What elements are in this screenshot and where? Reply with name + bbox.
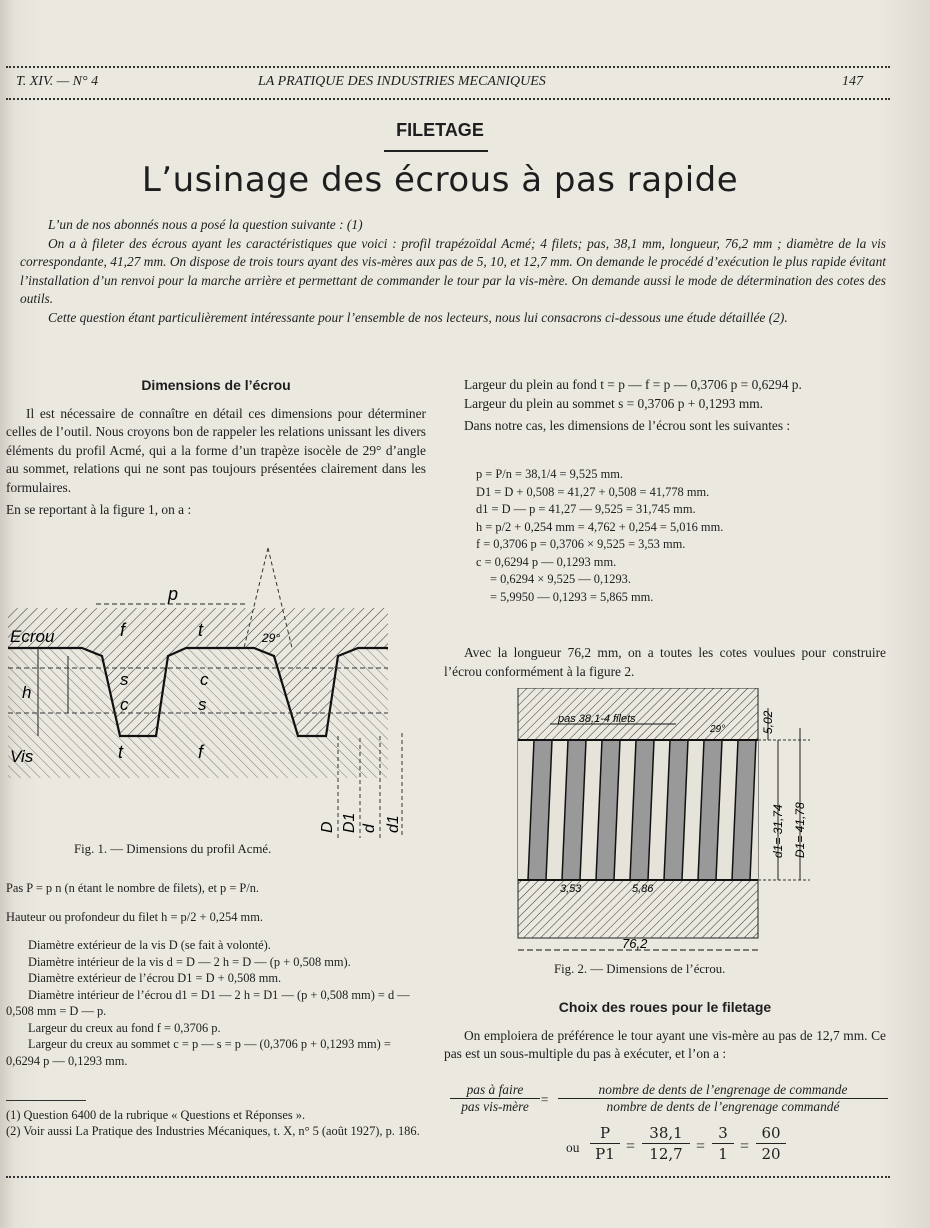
article-title: L’usinage des écrous à pas rapide — [141, 160, 739, 200]
ratio-right — [558, 1082, 888, 1115]
formulas-block — [6, 880, 426, 1069]
left-column — [6, 376, 426, 520]
calc-c: c = 0,6294 p — 0,1293 mm. — [476, 554, 617, 569]
frac-teeth — [756, 1124, 786, 1163]
ratio-right-den: nombre de dents de l’engrenage commandé — [558, 1098, 888, 1115]
fig2-pas-label: pas 38,1-4 filets — [558, 713, 636, 725]
frac-simple — [712, 1124, 734, 1163]
footnote-1: (1) Question 6400 de la rubrique « Questions et Réponses ». — [6, 1108, 306, 1122]
footnotes — [6, 1108, 426, 1139]
formula-c: Largeur du creux au sommet c = p — s = p — (0,3706 p + 0,1293 mm) = 0,6294 p — 0,1293 mm. — [6, 1037, 391, 1068]
length-paragraph: Avec la longueur 76,2 mm, on a toutes les cotes voulues pour construire l’écrou conformément à la figure 2. — [444, 645, 886, 679]
calc-D1: D1 = D + 0,508 = 41,27 + 0,508 = 41,778 mm. — [476, 484, 710, 499]
section-rule — [384, 150, 488, 152]
header-dotted-rule-top — [6, 66, 890, 69]
our-case: Dans notre cas, les dimensions de l’écrou sont les suivantes : — [464, 418, 791, 433]
frac-P — [590, 1124, 620, 1163]
intro-study-note: Cette question étant particulièrement intéressante pour l’ensemble de nos lecteurs, nous lui consacrons ci-dessous une étude détaillée (2). — [48, 309, 788, 325]
frac-P-den: P1 — [595, 1145, 615, 1163]
ratio-equals: = — [540, 1092, 550, 1107]
label-s-bottom: s — [198, 695, 207, 714]
formula-f: Largeur du creux au fond f = 0,3706 p. — [28, 1020, 221, 1035]
label-h: h — [22, 683, 32, 702]
dimensions-paragraph: Il est nécessaire de connaître en détail ces dimensions pour déterminer celles de l’outil. Nous croyons bon de rappeler les relations unissant les divers éléments du profil Acmé, qui a la forme d’un trapèze isocèle de 29° d’angle au sommet, relations qui ne sont pas toujours présentées clairement dans les formulaires. — [6, 405, 426, 495]
formula-D1: Diamètre extérieur de l’écrou D1 = D + 0,508 mm. — [28, 971, 282, 985]
calc-block — [476, 466, 886, 606]
heading-dimensions: Dimensions de l’écrou — [141, 377, 291, 393]
figure-1-caption: Fig. 1. — Dimensions du profil Acmé. — [74, 842, 272, 856]
calc-c-3: = 5,9950 — 0,1293 = 5,865 mm. — [490, 589, 654, 604]
footnote-2: (2) Voir aussi La Pratique des Industries Mécaniques, t. X, n° 5 (août 1927), p. 186. — [6, 1123, 420, 1138]
calc-d1: d1 = D — p = 41,27 — 9,525 = 31,745 mm. — [476, 502, 696, 516]
figure-2-caption: Fig. 2. — Dimensions de l’écrou. — [554, 962, 726, 976]
footnote-rule — [6, 1100, 86, 1101]
header-page-number: 147 — [842, 74, 863, 89]
right-column — [444, 376, 886, 436]
frac-values-num: 38,1 — [649, 1124, 683, 1142]
figure-reference: En se reportant à la figure 1, on a : — [6, 502, 192, 517]
label-vis: Vis — [10, 747, 34, 766]
header-dotted-rule-bottom — [6, 98, 890, 101]
calc-c-2: = 0,6294 × 9,525 — 0,1293. — [490, 572, 631, 586]
calc-p: p = P/n = 38,1/4 = 9,525 mm. — [476, 467, 623, 481]
ratio-left-den: pas vis-mère — [450, 1098, 540, 1115]
label-c-top: c — [200, 670, 209, 689]
label-D: D — [319, 821, 336, 833]
figure-1-acme-profile — [8, 548, 428, 838]
intro-question: L’un de nos abonnés nous a posé la question suivante : (1) — [48, 217, 363, 232]
plein-sommet: Largeur du plein au sommet s = 0,3706 p + 0,1293 mm. — [464, 395, 764, 411]
fig2-D1-label: D1= 41,78 — [793, 802, 807, 858]
frac-P-num: P — [599, 1124, 611, 1142]
fig2-length-label: 76,2 — [622, 936, 648, 951]
ratio-left-num: pas à faire — [466, 1082, 524, 1097]
label-f-bottom: f — [198, 742, 204, 762]
after-calc — [444, 644, 886, 681]
intro — [20, 216, 886, 327]
section-title: FILETAGE — [396, 120, 484, 140]
label-D1: D1 — [341, 812, 358, 833]
frac-simple-den: 1 — [718, 1145, 728, 1163]
fig2-angle-label: 29° — [710, 724, 726, 735]
header-journal-title: LA PRATIQUE DES INDUSTRIES MECANIQUES — [258, 74, 546, 89]
formula-depth: Hauteur ou profondeur du filet h = p/2 + 0,254 mm. — [6, 909, 263, 924]
fig2-f-label: 3,53 — [560, 883, 582, 895]
formula-D: Diamètre extérieur de la vis D (se fait à volonté). — [28, 938, 271, 952]
label-angle: 29° — [262, 631, 281, 645]
gears-paragraph: On emploiera de préférence le tour ayant une vis-mère au pas de 12,7 mm. Ce pas est un sous-multiple du pas à exécuter, et l’on a : — [444, 1027, 886, 1061]
label-t-bottom: t — [118, 742, 124, 762]
fig2-c-label: 5,86 — [632, 883, 654, 895]
plein-fond: Largeur du plein au fond t = p — f = p — 0,3706 p = 0,6294 p. — [464, 377, 802, 392]
label-s-top: s — [120, 670, 129, 689]
label-p: p — [168, 584, 179, 604]
footer-dotted-rule — [6, 1176, 890, 1179]
intro-characteristics: On a à fileter des écrous ayant les caractéristiques que voici : profil trapézoïdal Acmé; 4 filets; pas, 38,1 mm, longueur, 76,2 mm ; diamètre de la vis correspondante, 41,27 mm. On dispose de trois tours ayant des vis-mères aux pas de 5, 10, et 12,7 mm. On demande le procédé d’exécution le plus rapide évitant l’installation d’un renvoi pour la marche arrière et permettant de commander le tour par la vis-mère. On demande aussi le mode de détermination des cotes des outils. — [20, 235, 886, 306]
heading-gears: Choix des roues pour le filetage — [558, 999, 772, 1015]
fig2-h-label: 5,02 — [761, 710, 775, 734]
ratio-left — [450, 1082, 540, 1115]
label-f: f — [120, 620, 126, 640]
formula-pitch: Pas P = p n (n étant le nombre de filets), et p = P/n. — [6, 881, 260, 895]
ou-label: ou — [566, 1140, 580, 1155]
figure-2-nut — [510, 688, 810, 960]
frac-teeth-num: 60 — [761, 1124, 781, 1142]
frac-simple-num: 3 — [718, 1124, 728, 1142]
frac-values-den: 12,7 — [649, 1145, 683, 1163]
label-d1: d1 — [385, 815, 402, 833]
formula-d: Diamètre intérieur de la vis d = D — 2 h = D — (p + 0,508 mm). — [28, 954, 351, 969]
calc-f: f = 0,3706 p = 0,3706 × 9,525 = 3,53 mm. — [476, 537, 686, 551]
label-d: d — [361, 824, 378, 833]
label-c-bottom: c — [120, 695, 129, 714]
fig2-d1-label: d1= 31,74 — [771, 804, 785, 858]
label-ecrou: Ecrou — [10, 627, 55, 646]
label-t: t — [198, 620, 204, 640]
calc-h: h = p/2 + 0,254 mm = 4,762 + 0,254 = 5,016 mm. — [476, 519, 724, 534]
formula-d1: Diamètre intérieur de l’écrou d1 = D1 — 2 h = D1 — (p + 0,508 mm) = d — 0,508 mm = D — p. — [6, 987, 410, 1018]
ratio-right-num: nombre de dents de l’engrenage de commande — [598, 1082, 848, 1097]
gears-section — [444, 998, 886, 1064]
frac-values — [642, 1124, 690, 1163]
header-volume: T. XIV. — N° 4 — [16, 74, 99, 89]
frac-teeth-den: 20 — [761, 1145, 781, 1163]
page: T. XIV. — N° 4 LA PRATIQUE DES INDUSTRIES MECANIQUES 147 FILETAGE L’usinage des écrous à pas rapide L’un de nos abonnés nous a posé la question suivante : (1) On a à fileter des écrous ayant les caractéristiques que voici : profil trapézoïdal Acmé; 4 filets; pas, 38,1 mm, longueur, 76,2 mm ; diamètre de la vis correspondante, 41,27 mm. On dispose de trois tours ayant des vis-mères aux pas de 5, 10, et 12,7 mm. On demande le procédé d’exécution le plus rapide évitant l’installation d’un renvoi pour la marche arrière et permettant de commander le tour par la vis-mère. On demande aussi le mode de détermination des cotes des outils. Cette question étant particulièrement intéressante pour l’ensemble de nos lecteurs, nous lui consacrons ci-dessous une étude détaillée (2). Dimensions de l’écrou Il est nécessaire de connaître en détail ces dimensions pour déterminer celles de l’outil. Nous croyons bon de rappeler les relations unissant les divers éléments du profil Acmé, qui a la forme d’un trapèze isocèle de 29° d’angle au sommet, relations qui ne sont pas toujours présentées clairement dans les formulaires. En se reportant à la figure 1, on a : p f t 29° s c c s h t f Ecrou Vis D D1 d d1 Fig. 1. — Dimensions du profil Acmé. Pas P = p n (n étant le nombre de filets), et p = P/n. Hauteur ou profondeur du filet h = p/2 + 0,254 mm. Diamètre extérieur de la vis D (se fait à volonté). Diamètre intérieur de la vis d = D — 2 h = D — (p + 0,508 mm). Diamètre extérieur de l’écrou D1 = D + 0,508 mm. Diamètre intérieur de l’écrou d1 = D1 — 2 h = D1 — (p + 0,508 mm) = d — 0,508 mm = D — p. Largeur du creux au fond f = 0,3706 p. Largeur du creux au sommet c = p — s = p — (0,3706 p + 0,1293 mm) = 0,6294 p — 0,1293 mm. (1) Question 6400 de la rubrique « Questions et Réponses ». (2) Voir aussi La Pratique des Industries Mécaniques, t. X, n° 5 (août 1927), p. 186. Largeur du plein au fond t = p — f = p — 0,3706 p = 0,6294 p. Largeur du plein au sommet s = 0,3706 p + 0,1293 mm. Dans notre cas, les dimensions de l’écrou sont les suivantes : p = P/n = 38,1/4 = 9,525 mm. D1 = D + 0,508 = 41,27 + 0,508 = 41,778 mm. d1 = D — p = 41,27 — 9,525 = 31,745 mm. h = p/2 + 0,254 mm = 4,762 + 0,254 = 5,016 mm. f = 0,3706 p = 0,3706 × 9,525 = 3,53 mm. c = 0,6294 p — 0,1293 mm. = 0,6294 × 9,525 — 0,1293. = 5,9950 — 0,1293 = 5,865 mm. Avec la longueur 76,2 mm, on a toutes les cotes voulues pour construire l’écrou conformément à la figure 2. pas 38,1-4 filets 29° 5,02 d1= 31,74 D1= 41,78 3,53 5,86 76,2 Fig. 2. — Dimensions de l’écrou. Choix des roues pour le filetage On emploiera de préférence le tour ayant une vis-mère au pas de 12,7 mm. Ce pas est un sous-multiple du pas à exécuter, et l’on a : pas à faire pas vis-mère = nombre de dents de l’engrenage de commande nombre de dents de l’engrenage commandé ou P P1 = 38,1 12,7 = 3 1 = 60 20 — [0, 0, 930, 1228]
